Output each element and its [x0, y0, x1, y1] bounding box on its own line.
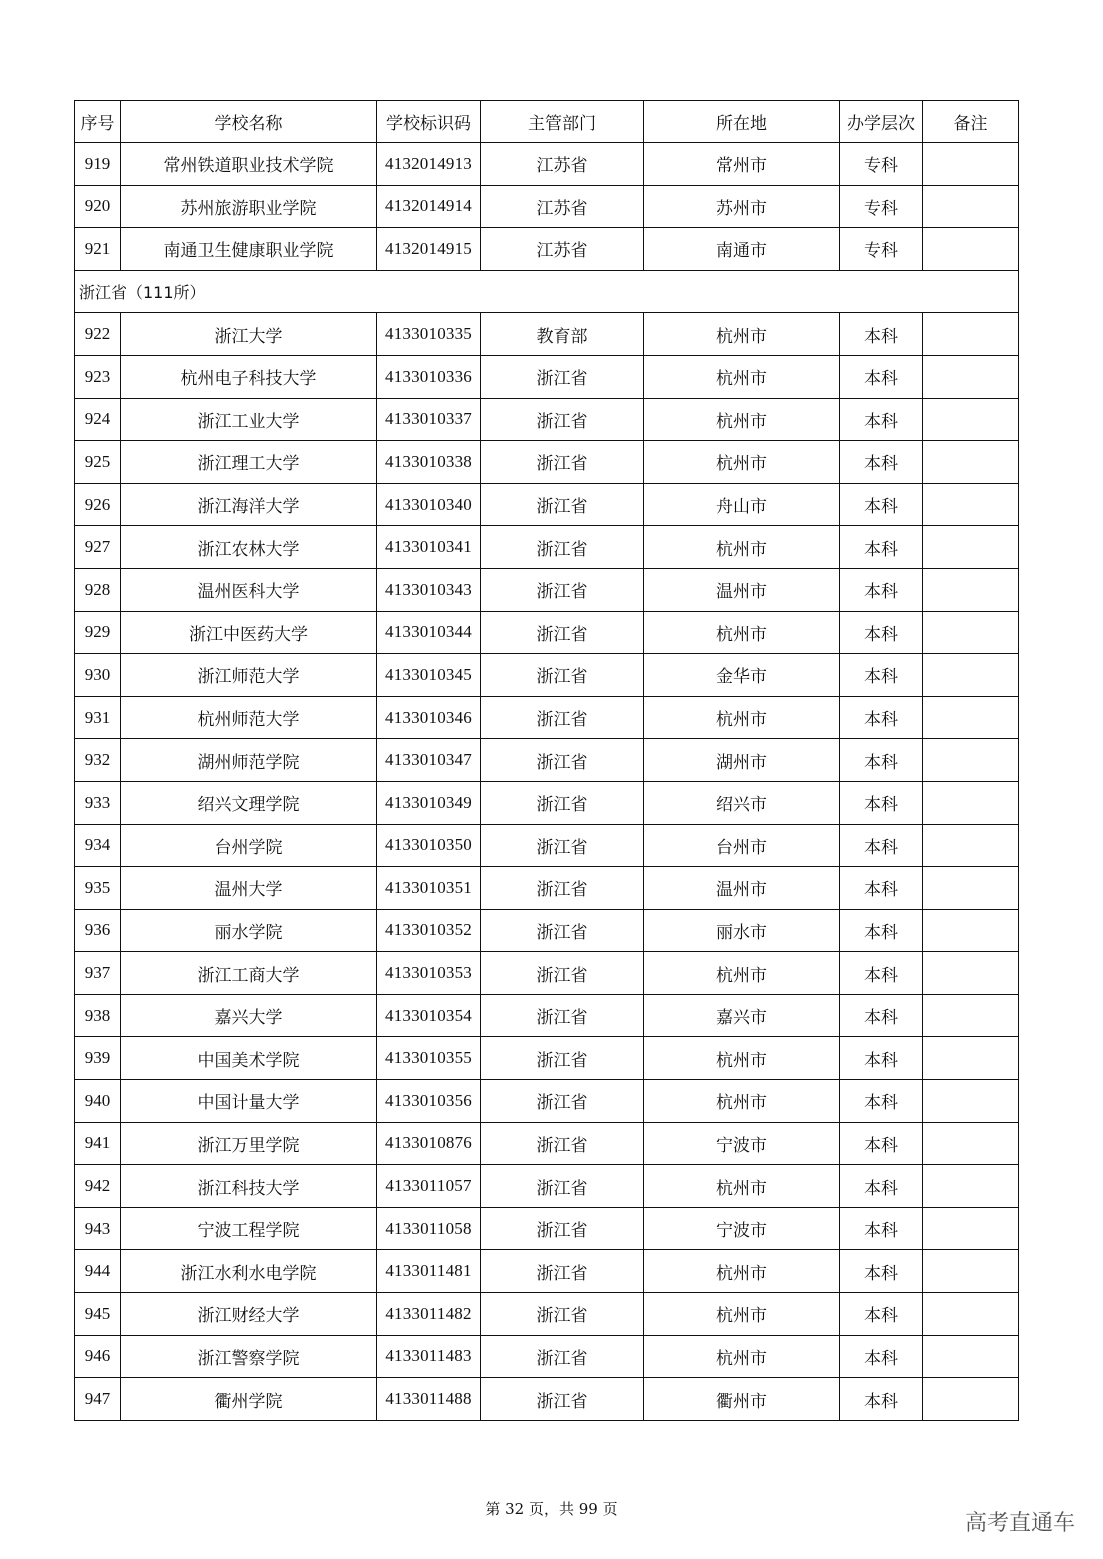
- cell-remarks: [923, 781, 1019, 824]
- cell-school-code: 4133011483: [377, 1335, 481, 1378]
- cell-school-code: 4133010335: [377, 313, 481, 356]
- cell-school-name: 浙江财经大学: [121, 1293, 377, 1336]
- cell-level: 本科: [840, 952, 923, 995]
- cell-school-name: 浙江农林大学: [121, 526, 377, 569]
- table-row: [75, 867, 1019, 910]
- cell-school-code: 4133010344: [377, 611, 481, 654]
- cell-authority: 浙江省: [481, 994, 644, 1037]
- cell-remarks: [923, 611, 1019, 654]
- cell-school-name: 衢州学院: [121, 1378, 377, 1421]
- table-row: [75, 1293, 1019, 1336]
- cell-level: 本科: [840, 441, 923, 484]
- cell-authority: 浙江省: [481, 483, 644, 526]
- table-row: [75, 185, 1019, 228]
- cell-authority: 浙江省: [481, 1207, 644, 1250]
- cell-location: 杭州市: [644, 1250, 840, 1293]
- cell-index: 940: [75, 1080, 121, 1123]
- cell-level: 本科: [840, 1165, 923, 1208]
- cell-school-code: 4133010354: [377, 994, 481, 1037]
- cell-index: 925: [75, 441, 121, 484]
- header-index: 序号: [75, 101, 121, 143]
- cell-index: 938: [75, 994, 121, 1037]
- cell-location: 苏州市: [644, 185, 840, 228]
- cell-location: 温州市: [644, 568, 840, 611]
- cell-level: 本科: [840, 568, 923, 611]
- cell-level: 本科: [840, 781, 923, 824]
- cell-location: 舟山市: [644, 483, 840, 526]
- cell-school-name: 浙江海洋大学: [121, 483, 377, 526]
- cell-location: 嘉兴市: [644, 994, 840, 1037]
- cell-school-name: 南通卫生健康职业学院: [121, 228, 377, 271]
- cell-authority: 浙江省: [481, 1378, 644, 1421]
- table-row: [75, 739, 1019, 782]
- cell-authority: 浙江省: [481, 1080, 644, 1123]
- table-row: [75, 398, 1019, 441]
- cell-remarks: [923, 952, 1019, 995]
- cell-authority: 浙江省: [481, 654, 644, 697]
- table-row: [75, 143, 1019, 186]
- cell-school-code: 4133010352: [377, 909, 481, 952]
- cell-school-code: 4133011057: [377, 1165, 481, 1208]
- header-remarks: 备注: [923, 101, 1019, 143]
- cell-remarks: [923, 441, 1019, 484]
- cell-remarks: [923, 696, 1019, 739]
- cell-school-name: 浙江理工大学: [121, 441, 377, 484]
- cell-index: 937: [75, 952, 121, 995]
- cell-location: 金华市: [644, 654, 840, 697]
- cell-location: 常州市: [644, 143, 840, 186]
- cell-level: 本科: [840, 1293, 923, 1336]
- cell-school-name: 常州铁道职业技术学院: [121, 143, 377, 186]
- cell-index: 942: [75, 1165, 121, 1208]
- cell-school-name: 湖州师范学院: [121, 739, 377, 782]
- cell-authority: 浙江省: [481, 1335, 644, 1378]
- cell-school-code: 4133010346: [377, 696, 481, 739]
- cell-location: 绍兴市: [644, 781, 840, 824]
- cell-authority: 浙江省: [481, 1250, 644, 1293]
- cell-index: 919: [75, 143, 121, 186]
- cell-school-name: 浙江科技大学: [121, 1165, 377, 1208]
- table-row: [75, 781, 1019, 824]
- cell-school-name: 浙江警察学院: [121, 1335, 377, 1378]
- group-label: 浙江省（111所）: [75, 270, 1019, 313]
- cell-index: 933: [75, 781, 121, 824]
- cell-index: 924: [75, 398, 121, 441]
- table-row: [75, 568, 1019, 611]
- page-footer: 第 32 页，共 99 页: [485, 1500, 618, 1518]
- group-row: [75, 270, 1019, 313]
- cell-school-code: 4133011482: [377, 1293, 481, 1336]
- cell-authority: 浙江省: [481, 568, 644, 611]
- cell-remarks: [923, 568, 1019, 611]
- cell-school-name: 浙江万里学院: [121, 1122, 377, 1165]
- cell-school-code: 4133010336: [377, 355, 481, 398]
- cell-remarks: [923, 1207, 1019, 1250]
- group-section: [75, 270, 1019, 313]
- cell-index: 936: [75, 909, 121, 952]
- cell-authority: 浙江省: [481, 441, 644, 484]
- cell-school-name: 浙江大学: [121, 313, 377, 356]
- cell-location: 台州市: [644, 824, 840, 867]
- cell-level: 本科: [840, 824, 923, 867]
- cell-level: 本科: [840, 1335, 923, 1378]
- cell-index: 941: [75, 1122, 121, 1165]
- cell-location: 丽水市: [644, 909, 840, 952]
- table-row: [75, 1037, 1019, 1080]
- cell-remarks: [923, 185, 1019, 228]
- cell-level: 本科: [840, 1250, 923, 1293]
- cell-remarks: [923, 1250, 1019, 1293]
- table-row: [75, 313, 1019, 356]
- cell-remarks: [923, 994, 1019, 1037]
- cell-authority: 浙江省: [481, 355, 644, 398]
- cell-school-name: 浙江工业大学: [121, 398, 377, 441]
- cell-level: 本科: [840, 909, 923, 952]
- cell-location: 杭州市: [644, 611, 840, 654]
- cell-level: 本科: [840, 355, 923, 398]
- cell-index: 927: [75, 526, 121, 569]
- cell-school-code: 4133011481: [377, 1250, 481, 1293]
- cell-authority: 浙江省: [481, 867, 644, 910]
- cell-level: 专科: [840, 228, 923, 271]
- cell-level: 本科: [840, 1080, 923, 1123]
- cell-remarks: [923, 654, 1019, 697]
- cell-remarks: [923, 398, 1019, 441]
- table-row: [75, 1165, 1019, 1208]
- table-row: [75, 1335, 1019, 1378]
- rows-after-group: [75, 313, 1019, 1420]
- header-authority: 主管部门: [481, 101, 644, 143]
- cell-location: 温州市: [644, 867, 840, 910]
- cell-location: 杭州市: [644, 441, 840, 484]
- cell-remarks: [923, 1335, 1019, 1378]
- cell-remarks: [923, 909, 1019, 952]
- header-level: 办学层次: [840, 101, 923, 143]
- cell-school-name: 绍兴文理学院: [121, 781, 377, 824]
- cell-school-name: 丽水学院: [121, 909, 377, 952]
- cell-authority: 浙江省: [481, 1122, 644, 1165]
- header-row: [75, 101, 1019, 143]
- cell-level: 本科: [840, 867, 923, 910]
- table-row: [75, 611, 1019, 654]
- cell-authority: 江苏省: [481, 228, 644, 271]
- cell-school-code: 4133010353: [377, 952, 481, 995]
- cell-school-code: 4133010349: [377, 781, 481, 824]
- cell-location: 杭州市: [644, 398, 840, 441]
- table-row: [75, 483, 1019, 526]
- cell-authority: 浙江省: [481, 781, 644, 824]
- cell-index: 934: [75, 824, 121, 867]
- cell-authority: 浙江省: [481, 739, 644, 782]
- cell-remarks: [923, 1165, 1019, 1208]
- cell-school-code: 4133010876: [377, 1122, 481, 1165]
- cell-location: 杭州市: [644, 1080, 840, 1123]
- cell-location: 杭州市: [644, 355, 840, 398]
- cell-authority: 浙江省: [481, 398, 644, 441]
- cell-index: 945: [75, 1293, 121, 1336]
- cell-index: 932: [75, 739, 121, 782]
- cell-location: 衢州市: [644, 1378, 840, 1421]
- cell-remarks: [923, 824, 1019, 867]
- cell-level: 本科: [840, 739, 923, 782]
- school-list-table: [74, 100, 1019, 1421]
- cell-location: 杭州市: [644, 526, 840, 569]
- cell-level: 本科: [840, 654, 923, 697]
- cell-location: 南通市: [644, 228, 840, 271]
- cell-authority: 教育部: [481, 313, 644, 356]
- cell-authority: 浙江省: [481, 611, 644, 654]
- cell-index: 944: [75, 1250, 121, 1293]
- cell-remarks: [923, 1037, 1019, 1080]
- cell-index: 935: [75, 867, 121, 910]
- cell-location: 湖州市: [644, 739, 840, 782]
- cell-authority: 浙江省: [481, 824, 644, 867]
- table-row: [75, 441, 1019, 484]
- cell-remarks: [923, 483, 1019, 526]
- cell-school-name: 苏州旅游职业学院: [121, 185, 377, 228]
- table-row: [75, 355, 1019, 398]
- cell-location: 杭州市: [644, 696, 840, 739]
- cell-school-code: 4132014913: [377, 143, 481, 186]
- cell-level: 本科: [840, 1037, 923, 1080]
- cell-remarks: [923, 355, 1019, 398]
- cell-school-name: 浙江工商大学: [121, 952, 377, 995]
- cell-school-name: 浙江水利水电学院: [121, 1250, 377, 1293]
- cell-school-code: 4133010345: [377, 654, 481, 697]
- cell-authority: 浙江省: [481, 1037, 644, 1080]
- cell-location: 杭州市: [644, 1037, 840, 1080]
- cell-level: 本科: [840, 1207, 923, 1250]
- cell-school-code: 4133010350: [377, 824, 481, 867]
- cell-school-code: 4133011058: [377, 1207, 481, 1250]
- cell-school-code: 4133010351: [377, 867, 481, 910]
- cell-school-code: 4133010355: [377, 1037, 481, 1080]
- cell-level: 本科: [840, 483, 923, 526]
- cell-index: 928: [75, 568, 121, 611]
- cell-index: 922: [75, 313, 121, 356]
- cell-school-name: 浙江师范大学: [121, 654, 377, 697]
- cell-school-code: 4133010340: [377, 483, 481, 526]
- cell-remarks: [923, 1378, 1019, 1421]
- cell-index: 947: [75, 1378, 121, 1421]
- cell-level: 本科: [840, 611, 923, 654]
- cell-authority: 江苏省: [481, 143, 644, 186]
- cell-level: 本科: [840, 313, 923, 356]
- cell-authority: 江苏省: [481, 185, 644, 228]
- cell-level: 本科: [840, 526, 923, 569]
- cell-remarks: [923, 739, 1019, 782]
- cell-index: 939: [75, 1037, 121, 1080]
- watermark-text: 高考直通车: [964, 1511, 1075, 1536]
- cell-school-code: 4133010356: [377, 1080, 481, 1123]
- table-row: [75, 994, 1019, 1037]
- cell-index: 921: [75, 228, 121, 271]
- cell-index: 929: [75, 611, 121, 654]
- rows-before-group: [75, 143, 1019, 271]
- table-row: [75, 1378, 1019, 1421]
- cell-level: 本科: [840, 1122, 923, 1165]
- table-row: [75, 1080, 1019, 1123]
- cell-index: 926: [75, 483, 121, 526]
- cell-school-code: 4132014915: [377, 228, 481, 271]
- cell-school-code: 4133011488: [377, 1378, 481, 1421]
- table-row: [75, 654, 1019, 697]
- cell-school-code: 4133010337: [377, 398, 481, 441]
- cell-remarks: [923, 1122, 1019, 1165]
- cell-index: 930: [75, 654, 121, 697]
- table-row: [75, 526, 1019, 569]
- table-row: [75, 1122, 1019, 1165]
- cell-authority: 浙江省: [481, 696, 644, 739]
- cell-location: 杭州市: [644, 1293, 840, 1336]
- cell-location: 杭州市: [644, 313, 840, 356]
- cell-location: 杭州市: [644, 1335, 840, 1378]
- cell-school-code: 4133010341: [377, 526, 481, 569]
- cell-authority: 浙江省: [481, 909, 644, 952]
- cell-level: 专科: [840, 185, 923, 228]
- cell-school-name: 温州医科大学: [121, 568, 377, 611]
- cell-school-name: 温州大学: [121, 867, 377, 910]
- cell-level: 本科: [840, 994, 923, 1037]
- cell-school-name: 中国计量大学: [121, 1080, 377, 1123]
- cell-school-name: 杭州师范大学: [121, 696, 377, 739]
- cell-location: 宁波市: [644, 1122, 840, 1165]
- cell-authority: 浙江省: [481, 526, 644, 569]
- cell-index: 923: [75, 355, 121, 398]
- cell-level: 本科: [840, 1378, 923, 1421]
- header-school-code: 学校标识码: [377, 101, 481, 143]
- table-row: [75, 952, 1019, 995]
- cell-level: 本科: [840, 696, 923, 739]
- cell-location: 宁波市: [644, 1207, 840, 1250]
- cell-school-name: 中国美术学院: [121, 1037, 377, 1080]
- cell-school-name: 杭州电子科技大学: [121, 355, 377, 398]
- cell-level: 本科: [840, 398, 923, 441]
- cell-level: 专科: [840, 143, 923, 186]
- cell-remarks: [923, 867, 1019, 910]
- cell-authority: 浙江省: [481, 1293, 644, 1336]
- table-row: [75, 696, 1019, 739]
- table-row: [75, 228, 1019, 271]
- cell-remarks: [923, 1080, 1019, 1123]
- cell-school-code: 4133010343: [377, 568, 481, 611]
- header-school-name: 学校名称: [121, 101, 377, 143]
- cell-authority: 浙江省: [481, 952, 644, 995]
- cell-school-code: 4133010338: [377, 441, 481, 484]
- cell-authority: 浙江省: [481, 1165, 644, 1208]
- cell-school-name: 浙江中医药大学: [121, 611, 377, 654]
- cell-school-name: 台州学院: [121, 824, 377, 867]
- table-row: [75, 824, 1019, 867]
- cell-remarks: [923, 228, 1019, 271]
- cell-location: 杭州市: [644, 952, 840, 995]
- cell-remarks: [923, 143, 1019, 186]
- header-location: 所在地: [644, 101, 840, 143]
- cell-remarks: [923, 1293, 1019, 1336]
- cell-remarks: [923, 526, 1019, 569]
- cell-remarks: [923, 313, 1019, 356]
- cell-school-code: 4132014914: [377, 185, 481, 228]
- cell-index: 920: [75, 185, 121, 228]
- table-row: [75, 1207, 1019, 1250]
- cell-school-name: 宁波工程学院: [121, 1207, 377, 1250]
- cell-school-name: 嘉兴大学: [121, 994, 377, 1037]
- cell-school-code: 4133010347: [377, 739, 481, 782]
- table-row: [75, 1250, 1019, 1293]
- cell-index: 931: [75, 696, 121, 739]
- cell-index: 946: [75, 1335, 121, 1378]
- table-row: [75, 909, 1019, 952]
- cell-index: 943: [75, 1207, 121, 1250]
- cell-location: 杭州市: [644, 1165, 840, 1208]
